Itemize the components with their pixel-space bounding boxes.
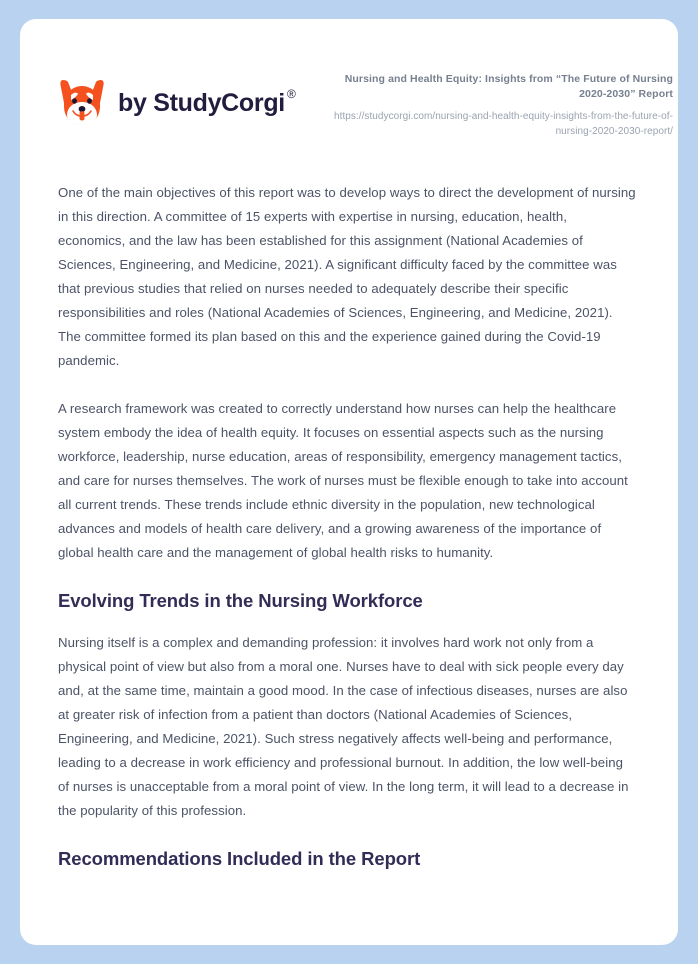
section-heading: Evolving Trends in the Nursing Workforce — [58, 590, 423, 612]
corgi-head-icon — [58, 78, 106, 128]
body-paragraph: Nursing itself is a complex and demanding profession: it involves hard work not only from a physical point of view but also from a moral one. Nurses have to deal with sick people every day and, at the same time, maintain a good mood. In the case of infectious diseases, nurses are also at greater risk of infection from a patient than doctors (National Academies of Sciences, Engineering, and Medicine, 2021). Such stress negatively affects well-being and performance, leading to a decrease in work efficiency and professional burnout. In addition, the low well-being of nurses is unacceptable from a moral point of view. In the long term, it will lead to a decrease in the popularity of this profession. — [58, 635, 629, 819]
body-paragraph: One of the main objectives of this report was to develop ways to direct the development of nursing in this direction. A committee of 15 experts with expertise in nursing, education, health, economics, and the law has been established for this assignment (National Academies of Sciences, Engineering, and Medicine, 2021). A significant difficulty faced by the committee was that previous studies that relied on nurses needed to adequately describe their specific responsibilities and roles (National Academies of Sciences, Engineering, and Medicine, 2021). The committee formed its plan based on this and the experience gained during the Covid-19 pandemic. — [58, 185, 636, 369]
document-paper — [20, 19, 678, 945]
document-title: Nursing and Health Equity: Insights from “The Future of Nursing 2020-2030” Report — [344, 73, 673, 101]
document-header — [20, 19, 678, 139]
brand-logo[interactable] — [58, 72, 296, 128]
section-heading: Recommendations Included in the Report — [58, 848, 421, 870]
document-meta — [330, 72, 676, 139]
registered-trademark-icon: ® — [286, 87, 296, 102]
body-paragraph: A research framework was created to correctly understand how nurses can help the healthcare system embody the idea of health equity. It focuses on essential aspects such as the nursing workforce, leadership, nurse education, areas of responsibility, emergency management tactics, and care for nurses themselves. The work of nurses must be flexible enough to take into account all current trends. These trends include ethnic diversity in the population, new technological advances and models of health care delivery, and a growing awareness of the importance of global health care and the management of global health risks to humanity. — [58, 401, 628, 561]
document-content — [20, 181, 678, 871]
brand-wordmark — [118, 89, 296, 118]
document-url[interactable]: https://studycorgi.com/nursing-and-health-equity-insights-from-the-future-of-nursing-2020-2030-report/ — [334, 111, 673, 138]
brand-wordmark-text: by StudyCorgi — [118, 88, 285, 117]
